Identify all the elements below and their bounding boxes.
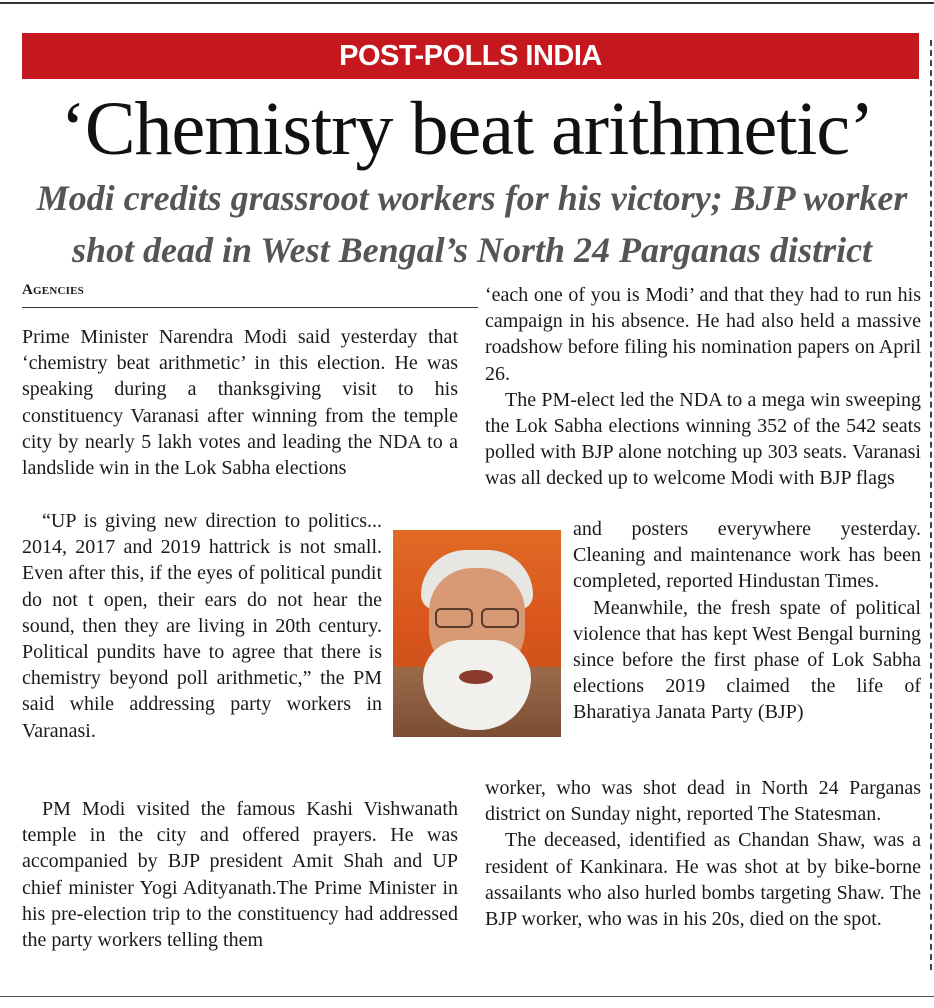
paragraph-intro: Prime Minister Narendra Modi said yesterday that ‘chemistry beat arithmetic’ in this election. He was speaking during a thanksgiving visit to his constituency Varanasi after winning from the temple city by nearly 5 lakh votes and leading the NDA to a landslide win in the Lok Sabha elections <box>22 326 458 480</box>
column-1-bottom <box>22 796 458 953</box>
photo-glasses <box>435 608 521 626</box>
deck-line-2: shot dead in West Bengal’s North 24 Parganas district <box>71 230 873 270</box>
paragraph-roadshow: ‘each one of you is Modi’ and that they had to run his campaign in his absence. He had also held a massive roadshow before filing his nomination papers on April 26. <box>485 284 921 385</box>
column-2-bottom <box>485 775 921 932</box>
paragraph-mega-win: The PM-elect led the NDA to a mega win sweeping the Lok Sabha elections winning 352 of the 542 seats polled with BJP alone notching up 303 seats. Varanasi was all decked up to welcome Modi with BJP flags <box>485 388 921 490</box>
deck <box>22 172 922 276</box>
deck-line-1: Modi credits grassroot workers for his victory; BJP worker <box>36 178 908 218</box>
paragraph-temple-visit: PM Modi visited the famous Kashi Vishwanath temple in the city and offered prayers. He was accompanied by BJP president Amit Shah and UP chief minister Yogi Adityanath.The Prime Minister in his pre-election trip to the constituency had addressed the party workers telling them <box>22 798 458 952</box>
paragraph-posters: and posters everywhere yesterday. Cleaning and maintenance work has been completed, reported Hindustan Times. <box>573 518 921 593</box>
top-rule <box>0 2 934 4</box>
modi-photo <box>393 530 561 737</box>
bottom-rule <box>0 996 934 997</box>
headline: ‘Chemistry beat arithmetic’ <box>60 87 874 171</box>
paragraph-violence: Meanwhile, the fresh spate of political violence that has kept West Bengal burning since before the first phase of Lok Sabha elections 2019 claimed the life of Bharatiya Janata Party (BJP) <box>573 596 921 724</box>
paragraph-deceased: The deceased, identified as Chandan Shaw, was a resident of Kankinara. He was shot at by bike-borne assailants who also hurled bombs targeting Shaw. The BJP worker, who was in his 20s, died on the spot. <box>485 829 921 931</box>
column-1-top <box>22 324 458 481</box>
photo-mouth <box>459 670 493 684</box>
column-2-wrap <box>573 516 921 726</box>
paragraph-quote: “UP is giving new direction to politics... 2014, 2017 and 2019 hattrick is not small. Even after this, if the eyes of political pundit do not t open, their ears do not hear the sound, then they are living in 20th century. Political pundits have to agree that there is chemistry beyond poll arithmetic,” the PM said while addressing party workers in Varanasi. <box>22 510 382 742</box>
section-banner: POST-POLLS INDIA <box>22 33 919 79</box>
paragraph-shot-dead: worker, who was shot dead in North 24 Parganas district on Sunday night, reported The Statesman. <box>485 777 921 826</box>
column-dashed-rule <box>930 40 932 970</box>
column-2-top <box>485 282 921 492</box>
column-1-wrap <box>22 508 382 744</box>
byline: Agencies <box>22 282 478 308</box>
